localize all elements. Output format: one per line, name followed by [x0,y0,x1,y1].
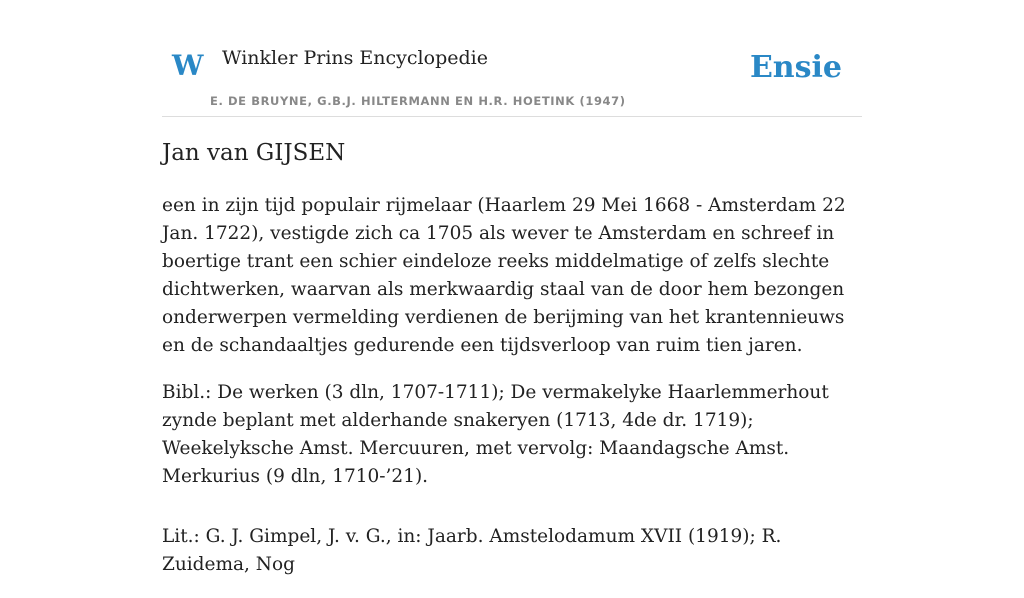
entry-body [162,192,862,598]
source-authors: E. DE BRUYNE, G.B.J. HILTERMANN EN H.R. HOETINK (1947) [210,94,626,108]
ensie-logo[interactable]: Ensie [749,50,842,85]
encyclopedia-page [162,0,862,575]
entry-paragraph-description: een in zijn tijd populair rijmelaar (Haarlem 29 Mei 1668 - Amsterdam 22 Jan. 1722), vestigde zich ca 1705 als wever te Amsterdam en schreef in boertige trant een schier eindeloze reeks middelmatige of zelfs slechte dichtwerken, waarvan als merkwaardig staal van de door hem bezongen onderwerpen vermelding verdienen de berijming van het krantennieuws en de schandaaltjes gedurende een tijdsverloop van ruim tien jaren. [162,195,846,356]
entry-paragraph-bibliography: Bibl.: De werken (3 dln, 1707-1711); De vermakelyke Haarlemmerhout zynde beplant met alderhande snakeryen (1713, 4de dr. 1719); Weekelyksche Amst. Mercuuren, met vervolg: Maandagsche Amst. Merkurius (9 dln, 1710-’21). [162,382,829,487]
entry-title: Jan van GIJSEN [162,140,346,166]
source-title[interactable]: Winkler Prins Encyclopedie [222,47,488,69]
source-header [162,0,862,117]
winkler-prins-logo[interactable]: W [172,49,204,82]
entry-paragraph-literature: Lit.: G. J. Gimpel, J. v. G., in: Jaarb. Amstelodamum XVII (1919); R. Zuidema, Nog [162,526,782,575]
